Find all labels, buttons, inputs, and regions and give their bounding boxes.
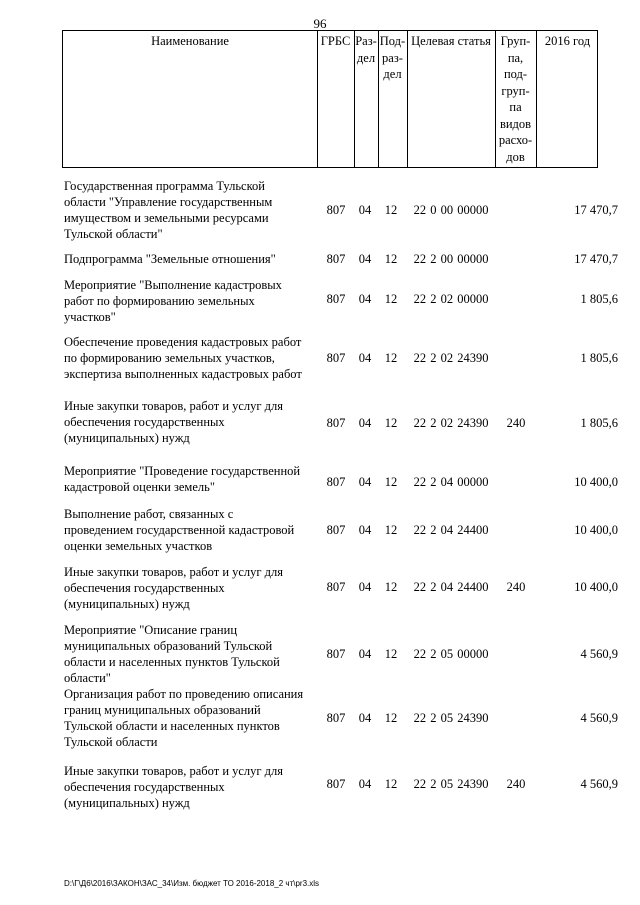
- row-razdel: 04: [358, 777, 372, 791]
- row-name: Подпрограмма "Земельные отношения": [64, 252, 276, 266]
- row-razdel: 04: [358, 580, 372, 594]
- row-amount: 1 805,6: [580, 351, 618, 365]
- row-podrazdel: 12: [384, 777, 398, 791]
- header-podrazdel: Под- раз- дел: [379, 34, 406, 81]
- row-grbs: 807: [326, 292, 346, 306]
- row-target-article: 22 2 05 24390: [413, 777, 489, 791]
- row-amount: 1 805,6: [580, 292, 618, 306]
- row-name: Иные закупки товаров, работ и услуг для обеспечения государственных (муниципальных) нужд: [64, 565, 284, 611]
- row-razdel: 04: [358, 647, 372, 661]
- row-podrazdel: 12: [384, 580, 398, 594]
- header-name: Наименование: [151, 34, 229, 48]
- row-target-article: 22 2 05 00000: [413, 647, 489, 661]
- row-target-article: 22 2 02 24390: [413, 416, 489, 430]
- header-target-article: Целевая статья: [411, 34, 491, 48]
- header-expense-group: Груп- па, под- груп- па видов расхо- дов: [498, 34, 533, 164]
- row-podrazdel: 12: [384, 416, 398, 430]
- row-podrazdel: 12: [384, 711, 398, 725]
- row-podrazdel: 12: [384, 351, 398, 365]
- row-target-article: 22 2 04 00000: [413, 475, 489, 489]
- row-name: Мероприятие "Проведение государственной кадастровой оценки земель": [64, 464, 301, 494]
- row-target-article: 22 2 05 24390: [413, 711, 489, 725]
- row-podrazdel: 12: [384, 203, 398, 217]
- row-grbs: 807: [326, 711, 346, 725]
- row-podrazdel: 12: [384, 475, 398, 489]
- row-name: Иные закупки товаров, работ и услуг для обеспечения государственных (муниципальных) нужд: [64, 399, 284, 445]
- row-amount: 17 470,7: [574, 203, 618, 217]
- row-podrazdel: 12: [384, 523, 398, 537]
- row-amount: 1 805,6: [580, 416, 618, 430]
- row-grbs: 807: [326, 252, 346, 266]
- row-target-article: 22 2 04 24400: [413, 580, 489, 594]
- row-grbs: 807: [326, 203, 346, 217]
- row-target-article: 22 2 00 00000: [413, 252, 489, 266]
- row-target-article: 22 2 02 24390: [413, 351, 489, 365]
- header-razdel: Раз- дел: [355, 34, 377, 65]
- row-expense-group: 240: [506, 777, 526, 791]
- row-amount: 10 400,0: [574, 580, 618, 594]
- row-grbs: 807: [326, 777, 346, 791]
- row-amount: 4 560,9: [580, 647, 618, 661]
- row-grbs: 807: [326, 523, 346, 537]
- row-razdel: 04: [358, 292, 372, 306]
- column-divider: [536, 31, 537, 167]
- row-target-article: 22 0 00 00000: [413, 203, 489, 217]
- row-razdel: 04: [358, 523, 372, 537]
- header-grbs: ГРБС: [320, 34, 351, 48]
- row-podrazdel: 12: [384, 252, 398, 266]
- row-grbs: 807: [326, 580, 346, 594]
- row-amount: 4 560,9: [580, 711, 618, 725]
- row-name: Иные закупки товаров, работ и услуг для обеспечения государственных (муниципальных) нужд: [64, 764, 284, 810]
- row-expense-group: 240: [506, 580, 526, 594]
- row-expense-group: 240: [506, 416, 526, 430]
- page-number: 96: [313, 16, 327, 31]
- row-podrazdel: 12: [384, 647, 398, 661]
- row-name: Мероприятие "Описание границ муниципальных образований Тульской области и населенных пунктов Тульской области": [64, 623, 280, 685]
- row-amount: 10 400,0: [574, 523, 618, 537]
- row-name: Государственная программа Тульской области "Управление государственным имуществом и земельными ресурсами Тульской области": [64, 179, 273, 241]
- column-divider: [317, 31, 318, 167]
- row-target-article: 22 2 04 24400: [413, 523, 489, 537]
- row-grbs: 807: [326, 416, 346, 430]
- row-name: Выполнение работ, связанных с проведением государственной кадастровой оценки земельных участков: [64, 507, 295, 553]
- row-name: Организация работ по проведению описания границ муниципальных образований Тульской области и населенных пунктов Тульской области: [64, 687, 304, 749]
- table-header: [62, 30, 598, 168]
- row-razdel: 04: [358, 475, 372, 489]
- row-name: Обеспечение проведения кадастровых работ по формированию земельных участков, экспертиза выполненных кадастровых работ: [64, 335, 302, 381]
- row-razdel: 04: [358, 252, 372, 266]
- row-razdel: 04: [358, 416, 372, 430]
- row-name: Мероприятие "Выполнение кадастровых работ по формированию земельных участков": [64, 278, 282, 324]
- row-amount: 10 400,0: [574, 475, 618, 489]
- file-path-footer: D:\Г\Д6\2016\ЗАКОН\ЗАС_34\Изм. бюджет ТО 2016-2018_2 чт\pr3.xls: [64, 879, 320, 888]
- row-amount: 17 470,7: [574, 252, 618, 266]
- row-podrazdel: 12: [384, 292, 398, 306]
- row-razdel: 04: [358, 711, 372, 725]
- header-year: 2016 год: [544, 34, 591, 48]
- row-grbs: 807: [326, 351, 346, 365]
- row-target-article: 22 2 02 00000: [413, 292, 489, 306]
- row-grbs: 807: [326, 647, 346, 661]
- row-razdel: 04: [358, 351, 372, 365]
- column-divider: [407, 31, 408, 167]
- row-amount: 4 560,9: [580, 777, 618, 791]
- row-grbs: 807: [326, 475, 346, 489]
- row-razdel: 04: [358, 203, 372, 217]
